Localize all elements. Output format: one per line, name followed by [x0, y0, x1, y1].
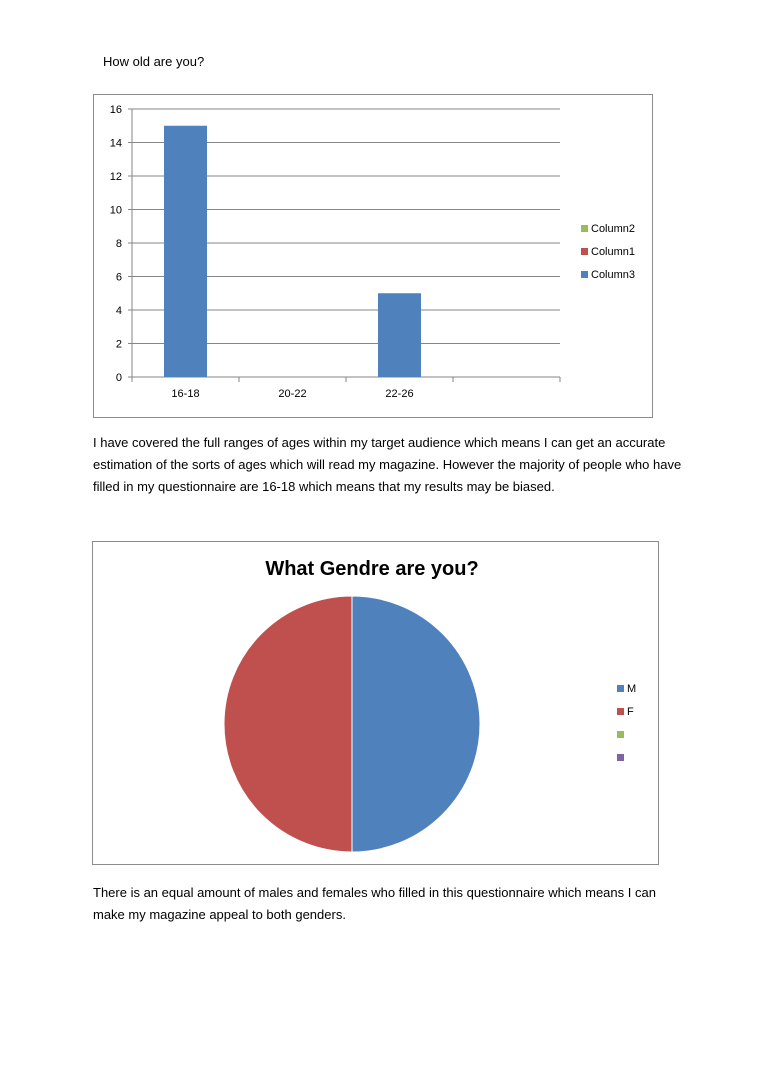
bar-16-18 — [164, 126, 207, 377]
x-tick-label: 16-18 — [171, 388, 200, 400]
x-tick-label: 20-22 — [278, 388, 307, 400]
y-tick-label: 16 — [109, 104, 122, 116]
legend-swatch — [617, 685, 624, 692]
age-paragraph: I have covered the full ranges of ages within my target audience which means I can get an accurate estimation of the sorts of ages which will read my magazine. However the majority of people who have filled in my questionnaire are 16-18 which means that my results may be biased. — [93, 435, 682, 494]
y-tick-label: 12 — [109, 171, 122, 183]
gender-paragraph: There is an equal amount of males and females who filled in this questionnaire which means I can make my magazine appeal to both genders. — [93, 885, 656, 922]
gender-pie-chart — [92, 541, 659, 865]
legend-swatch — [617, 754, 624, 761]
age-bar-chart-svg — [94, 95, 652, 417]
bar-22-26 — [378, 293, 421, 377]
legend-swatch — [617, 708, 624, 715]
legend-label: Column2 — [591, 223, 636, 235]
legend-swatch — [617, 731, 624, 738]
legend-swatch — [581, 248, 588, 255]
y-tick-label: 14 — [109, 137, 122, 150]
pie-slice-F — [224, 596, 352, 852]
y-tick-label: 2 — [115, 338, 122, 351]
pie-slice-M — [352, 596, 480, 852]
x-tick-label: 22-26 — [385, 388, 414, 400]
legend-label: M — [627, 683, 637, 695]
legend-label: Column3 — [591, 269, 636, 281]
y-tick-label: 4 — [115, 305, 122, 317]
y-tick-label: 0 — [115, 372, 122, 384]
y-tick-label: 8 — [115, 238, 122, 250]
y-tick-label: 6 — [115, 271, 122, 284]
pie-title: What Gendre are you? — [265, 558, 479, 580]
legend-label: Column1 — [591, 246, 636, 258]
question-age: How old are you? — [103, 54, 205, 69]
y-tick-label: 10 — [109, 204, 122, 217]
legend-swatch — [581, 225, 588, 232]
legend-label: F — [627, 706, 634, 718]
age-bar-chart — [93, 94, 653, 418]
gender-pie-chart-svg — [93, 542, 658, 864]
legend-swatch — [581, 271, 588, 278]
